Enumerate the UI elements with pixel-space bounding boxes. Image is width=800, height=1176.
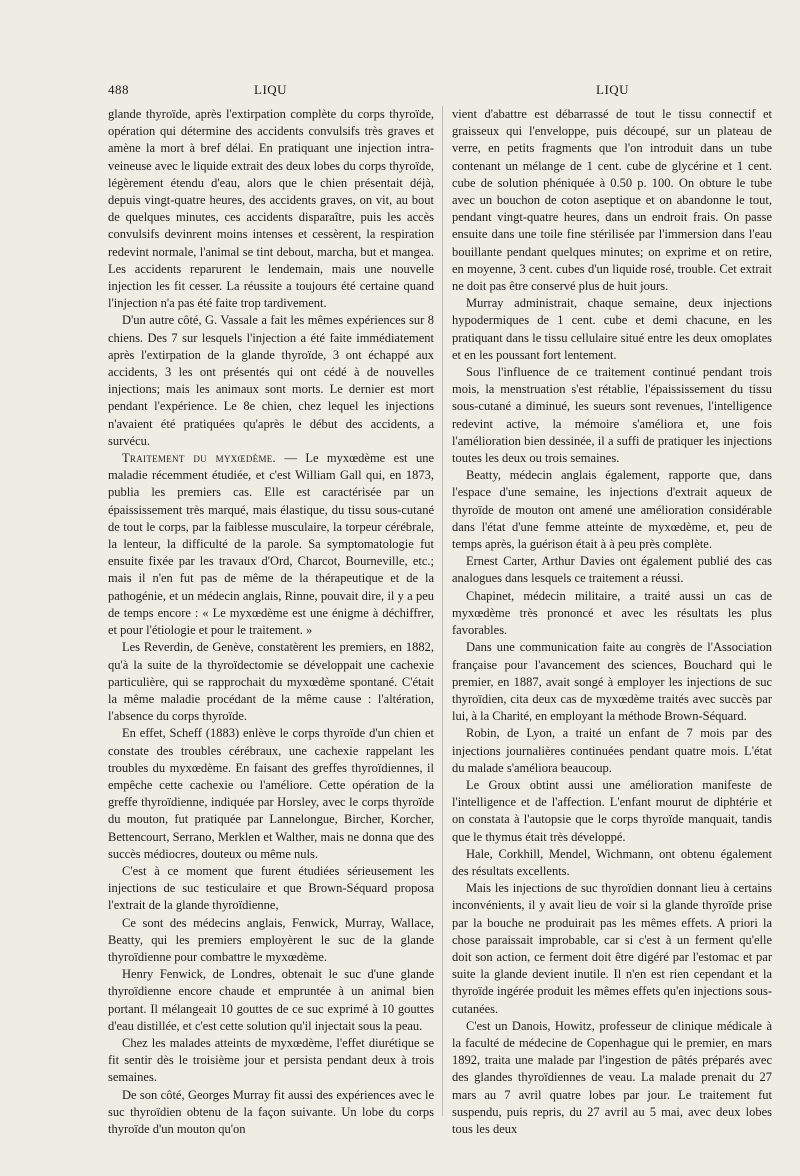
page-number: 488 [108,82,129,97]
right-column [452,106,772,1138]
left-column [108,106,434,1138]
paragraph-text: — Le myxœdème est une maladie récemment étudiée, et c'est William Gall qui, en 1873, publia les premiers cas. Elle est caractérisée par un épaississement très marqué, mais élastique, du tissu sous-cutané de tout le corps, par la faiblesse musculaire, la torpeur cérébrale, la lenteur, la difficulté de la parole. Sa symptomatologie fut ensuite fixée par les travaux d'Ord, Charcot, Bourneville, etc.; mais il n'en fut pas de même de la thérapeutique et de la pathogénie, et un médecin anglais, Rinne, pouvait dire, il y a peu de temps encore : « Le myxœdème est une énigme à déchiffrer, et pour l'étiologie et pour le traitement. » [108,451,434,638]
right-running-title: LIQU [596,82,630,97]
paragraph [108,450,434,639]
paragraph-text: Robin, de Lyon, a traité un enfant de 7 mois par des injections journalières continuées pendant quatre mois. L'état du malade s'améliora beaucoup. [452,726,772,775]
paragraph-text: Henry Fenwick, de Londres, obtenait le suc d'une glande thyroïdienne encore chaude et empruntée à un animal bien portant. Il mélangeait 10 gouttes de ce suc exprimé à 10 gouttes d'eau distillée, et c'est cette solution qu'il injectait sous la peau. [108,967,434,1033]
paragraph-text: Hale, Corkhill, Mendel, Wichmann, ont obtenu également des résultats excellents. [452,846,772,878]
paragraph [452,725,772,777]
paragraph [108,915,434,967]
paragraph [452,467,772,553]
paragraph [452,106,772,295]
paragraph [108,312,434,450]
paragraph-text: D'un autre côté, G. Vassale a fait les mêmes expériences sur 8 chiens. Des 7 sur lesquels l'injection a été faite immédiatement après l'extirpation de la glande thyroïde, 3 ont échappé aux accidents, 3 les ont présentés qui ont cédé à de nouvelles injections; mais les animaux sont morts. Le dernier est mort pendant l'expérience. Le 8e chien, chez lequel les injections n'avaient été pratiquées qu'après le début des accidents, a survécu. [108,313,434,448]
paragraph-text: En effet, Scheff (1883) enlève le corps thyroïde d'un chien et constate des troubles cérébraux, une cachexie rappelant les troubles du myxœdème. En faisant des greffes thyroïdiennes, il empêche cette cachexie ou l'améliore. Cette opération de la greffe thyroïdienne, indiquée par Horsley, avec le corps thyroïde du mouton, fut pratiquée par Lannelongue, Bircher, Korcher, Bettencourt, Serrano, Merklen et Walther, mais ne donna que des succès médiocres, douteux ou même nuls. [108,726,434,861]
paragraph-text: C'est un Danois, Howitz, professeur de clinique médicale à la faculté de médecine de Copenhague qui le premier, en mars 1892, traita une malade par l'ingestion de pâtés préparés avec des glandes thyroïdiennes de veau. La malade prenait du 27 mars au 7 avril quatre lobes par jour. Le traitement fut suspendu, puis repris, du 27 avril au 5 mai, avec deux lobes tous les deux [452,1018,772,1136]
paragraph-text: Ce sont des médecins anglais, Fenwick, Murray, Wallace, Beatty, qui les premiers employèrent le suc de la glande thyroïdienne pour combattre le myxœdème. [108,915,434,964]
paragraph [108,639,434,725]
paragraph [108,1035,434,1087]
paragraph-text: Ernest Carter, Arthur Davies ont également publié des cas analogues dans lesquels ce traitement a réussi. [452,554,772,586]
paragraph-text: glande thyroïde, après l'extirpation complète du corps thyroïde, opération qui détermine des accidents convulsifs très graves et amène la mort à bref délai. En pratiquant une injection intra-veineuse avec le liquide extrait des deux lobes du corps thyroïde, légèrement étendu d'eau, alors que le chien présentait déjà, depuis vingt-quatre heures, des accidents graves, on vit, au bout de quelques minutes, ces accidents disparaître, puis les accès convulsifs devinrent moins intenses et cessèrent, la respiration redevint normale, l'animal se tint debout, marcha, but et mangea. Les accidents reparurent le lendemain, mais une nouvelle injection les fit cesser. La réussite a toujours été certaine quand l'injection n'a pas été faite trop tardivement. [108,107,434,311]
paragraph [108,966,434,1035]
paragraph [452,364,772,467]
paragraph-text: Le Groux obtint aussi une amélioration manifeste de l'intelligence et de l'affection. L'enfant mourut de diphtérie et on constata à l'autopsie que le corps thyroïde manquait, tandis que le thymus était très développé. [452,777,772,844]
paragraph-text: Murray administrait, chaque semaine, deux injections hypodermiques de 1 cent. cube et demi chacune, en les pratiquant dans le tissu cellulaire situé entre les deux omoplates et en les poussant fort lentement. [452,296,772,362]
paragraph [452,1018,772,1138]
paragraph [452,588,772,640]
paragraph [108,1087,434,1139]
left-running-title: LIQU [254,82,288,97]
paragraph-text: Sous l'influence de ce traitement continué pendant trois mois, la menstruation s'est rétablie, l'épaississement du tissu sous-cutané a diminué, les sueurs sont revenues, l'intelligence redevint active, la mémoire s'améliora et, une fois l'amélioration bien dessinée, il a suffi de pratiquer les injections toutes les deux ou trois semaines. [452,365,772,466]
paragraph-text: Chez les malades atteints de myxœdème, l'effet diurétique se fit sentir dès le troisième jour et persista pendant deux à trois semaines. [108,1035,434,1085]
paragraph-text: C'est à ce moment que furent étudiées sérieusement les injections de suc testiculaire et que Brown-Séquard proposa l'extrait de la glande thyroïdienne, [108,863,434,913]
paragraph [452,777,772,846]
paragraph-text: De son côté, Georges Murray fit aussi des expériences avec le suc thyroïdien obtenu de la façon suivante. Un lobe du corps thyroïde d'un mouton qu'on [108,1087,434,1136]
paragraph [108,106,434,312]
paragraph [452,295,772,364]
running-header [0,82,800,102]
paragraph-text: Chapinet, médecin militaire, a traité aussi un cas de myxœdème très prononcé et avec les résultats les plus favorables. [452,588,772,638]
section-heading: Traitement du myxœdème. [122,451,276,466]
paragraph-text: Beatty, médecin anglais également, rapporte que, dans l'espace d'une semaine, les injections d'extrait aqueux de thyroïde de mouton ont amené une amélioration considérable dans l'état d'une femme atteinte de myxœdème, et, peu de temps après, la guérison était à à peu près complète. [452,468,772,552]
paragraph-text: Mais les injections de suc thyroïdien donnant lieu à certains inconvénients, il y avait lieu de voir si la glande thyroïde prise par la bouche ne produirait pas les mêmes effets. A priori la chose paraissait improbable, car si c'est à un ferment qu'elle doit son action, ce ferment doit être digéré par l'estomac et par suite la glande devient inutile. Il n'en est rien cependant et la thyroïde ingérée produit les mêmes effets qu'en injections sous-cutanées. [452,881,772,1016]
paragraph-text: Les Reverdin, de Genève, constatèrent les premiers, en 1882, qu'à la suite de la thyroïdectomie se développait une cachexie particulière, qui se rapprochait du myxœdème spontané. C'était la même maladie procédant de la même cause : l'altération, l'absence du corps thyroïde. [108,640,434,724]
column-divider [442,106,443,1116]
paragraph [452,846,772,880]
paragraph [108,725,434,863]
paragraph-text: Dans une communication faite au congrès de l'Association française pour l'avancement des sciences, Bouchard qui le premier, en 1887, avait songé à employer les injections de suc thyroïdien, cita deux cas de myxœdème traités avec succès par lui, à la Charité, en employant la méthode Brown-Séquard. [452,640,772,724]
paragraph [108,863,434,915]
paragraph-text: vient d'abattre est débarrassé de tout le tissu connectif et graisseux qui l'enveloppe, puis découpé, sur un plateau de verre, en petits fragments que l'on introduit dans un tube contenant un mélange de 1 cent. cube de glycérine et 1 cent. cube de solution phéniquée à 0.50 p. 100. On obture le tube avec un bouchon de coton aseptique et on abandonne le tout, pendant vingt-quatre heures, dans un endroit frais. On passe ensuite dans une toile fine stérilisée par l'immersion dans l'eau bouillante pendant quelques minutes; on exprime et on retire, en moyenne, 3 cent. cubes d'un liquide rosé, trouble. Cet extrait ne doit pas être conservé plus de huit jours. [452,107,772,294]
paragraph [452,639,772,725]
paragraph [452,553,772,587]
paragraph [452,880,772,1018]
